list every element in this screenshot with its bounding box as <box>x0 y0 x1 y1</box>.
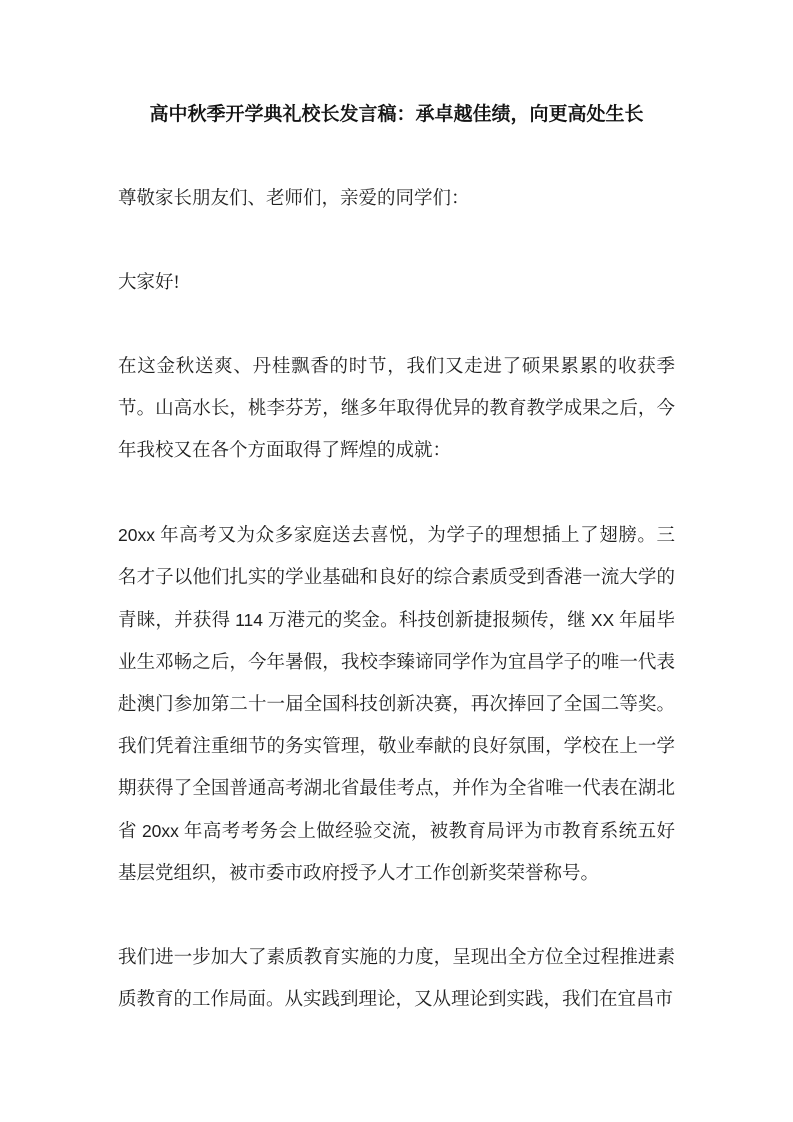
paragraph-achievements: 20xx 年高考又为众多家庭送去喜悦，为学子的理想插上了翅膀。三名才子以他们扎实的学业基础和良好的综合素质受到香港一流大学的青睐，并获得 114 万港元的奖金。科技创新捷报频传，继 XX 年届毕业生邓畅之后，今年暑假，我校李臻谛同学作为宜昌学子的唯一代表赴澳门参加第二十一届全国科技创新决赛，再次捧回了全国二等奖。我们凭着注重细节的务实管理，敬业奉献的良好氛围，学校在上一学期获得了全国普通高考湖北省最佳考点，并作为全省唯一代表在湖北省 20xx 年高考考务会上做经验交流，被教育局评为市教育系统五好基层党组织，被市委市政府授予人才工作创新奖荣誉称号。 <box>118 525 675 884</box>
paragraph-greeting: 尊敬家长朋友们、老师们，亲爱的同学们： <box>118 189 470 209</box>
paragraph-quality-education: 我们进一步加大了素质教育实施的力度，呈现出全方位全过程推进素质教育的工作局面。从实践到理论，又从理论到实践，我们在宜昌市 <box>118 948 675 1010</box>
paragraph-season-intro: 在这金秋送爽、丹桂飘香的时节，我们又走进了硕果累累的收获季节。山高水长，桃李芬芳，继多年取得优异的教育教学成果之后，今年我校又在各个方面取得了辉煌的成就： <box>118 357 675 461</box>
document-title: 高中秋季开学典礼校长发言稿：承卓越佳绩，向更高处生长 <box>149 104 644 125</box>
paragraph-salutation: 大家好! <box>118 273 180 293</box>
